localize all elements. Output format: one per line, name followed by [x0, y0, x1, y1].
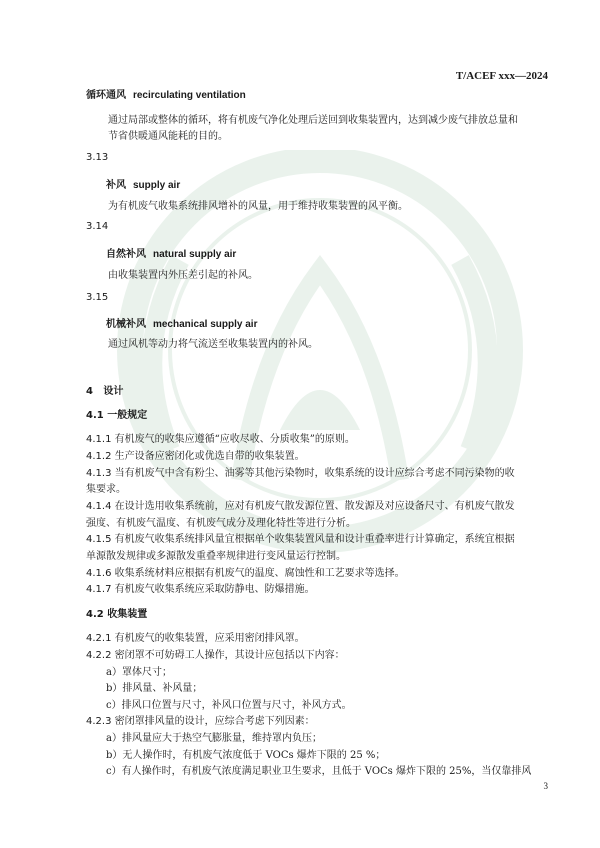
- standard-id: T/ACEF xxx—2024: [455, 70, 548, 82]
- subsection-heading: 4.2 收集装置: [86, 609, 148, 620]
- definition-line: 为有机废气收集系统排风增补的风量，用于维持收集装置的风平衡。: [108, 201, 408, 212]
- definition-line: 由收集装置内外压差引起的补风。: [108, 270, 258, 281]
- clause: 4.2.2 密闭罩不可妨碍工人操作，其设计应包括以下内容：: [86, 650, 345, 661]
- list-item: c）有人操作时，有机废气浓度满足职业卫生要求，且低于 VOCs 爆炸下限的 25%，当仅靠排风: [106, 766, 532, 777]
- definition-line: 通过局部或整体的循环，将有机废气净化处理后送回到收集装置内，达到减少废气排放总量和: [108, 115, 518, 126]
- subsection-heading: 4.1 一般规定: [86, 410, 148, 421]
- term-title: 自然补风 natural supply air: [106, 249, 237, 260]
- term-number: 3.15: [86, 292, 109, 303]
- clause: 4.1.7 有机废气收集系统应采取防静电、防爆措施。: [86, 584, 315, 595]
- definition-line: 节省供暖通风能耗的目的。: [108, 131, 228, 142]
- clause: 4.1.4 在设计选用收集系统前，应对有机废气散发源位置、散发源及对应设备尺寸、有机废气散发: [86, 501, 515, 512]
- term-title: 循环通风 recirculating ventilation: [86, 90, 246, 101]
- clause-continuation: 强度、有机废气温度、有机废气成分及理化特性等进行分析。: [86, 518, 356, 529]
- section-heading: 4 设计: [86, 386, 124, 397]
- list-item: a）罩体尺寸；: [106, 667, 172, 678]
- list-item: b）排风量、补风量；: [106, 683, 203, 694]
- list-item: a）排风量应大于热空气膨胀量，维持罩内负压；: [106, 733, 322, 744]
- list-item: b）无人操作时，有机废气浓度低于 VOCs 爆炸下限的 25 %；: [106, 750, 386, 761]
- clause-continuation: 集要求。: [86, 484, 126, 495]
- term-number: 3.14: [86, 221, 109, 232]
- term-title: 补风 supply air: [106, 180, 181, 191]
- term-number: 3.13: [86, 152, 109, 163]
- clause: 4.2.3 密闭罩排风量的设计，应综合考虑下列因素：: [86, 716, 315, 727]
- page-number: 3: [543, 781, 548, 791]
- clause: 4.1.6 收集系统材料应根据有机废气的温度、腐蚀性和工艺要求等选择。: [86, 568, 405, 579]
- clause: 4.1.3 当有机废气中含有粉尘、油雾等其他污染物时，收集系统的设计应综合考虑不同污染物的收: [86, 468, 515, 479]
- definition-line: 通过风机等动力将气流送至收集装置内的补风。: [108, 339, 318, 350]
- clause-continuation: 单源散发规律或多源散发重叠率规律进行变风量运行控制。: [86, 551, 346, 562]
- list-item: c）排风口位置与尺寸，补风口位置与尺寸，补风方式。: [106, 700, 352, 711]
- clause: 4.1.2 生产设备应密闭化或优选自带的收集装置。: [86, 451, 305, 462]
- clause: 4.1.5 有机废气收集系统排风量宜根据单个收集装置风量和设计重叠率进行计算确定，系统宜根据: [86, 534, 515, 545]
- clause: 4.1.1 有机废气的收集应遵循“应收尽收、分质收集”的原则。: [86, 434, 355, 445]
- clause: 4.2.1 有机废气的收集装置，应采用密闭排风罩。: [86, 633, 305, 644]
- term-title: 机械补风 mechanical supply air: [106, 319, 258, 330]
